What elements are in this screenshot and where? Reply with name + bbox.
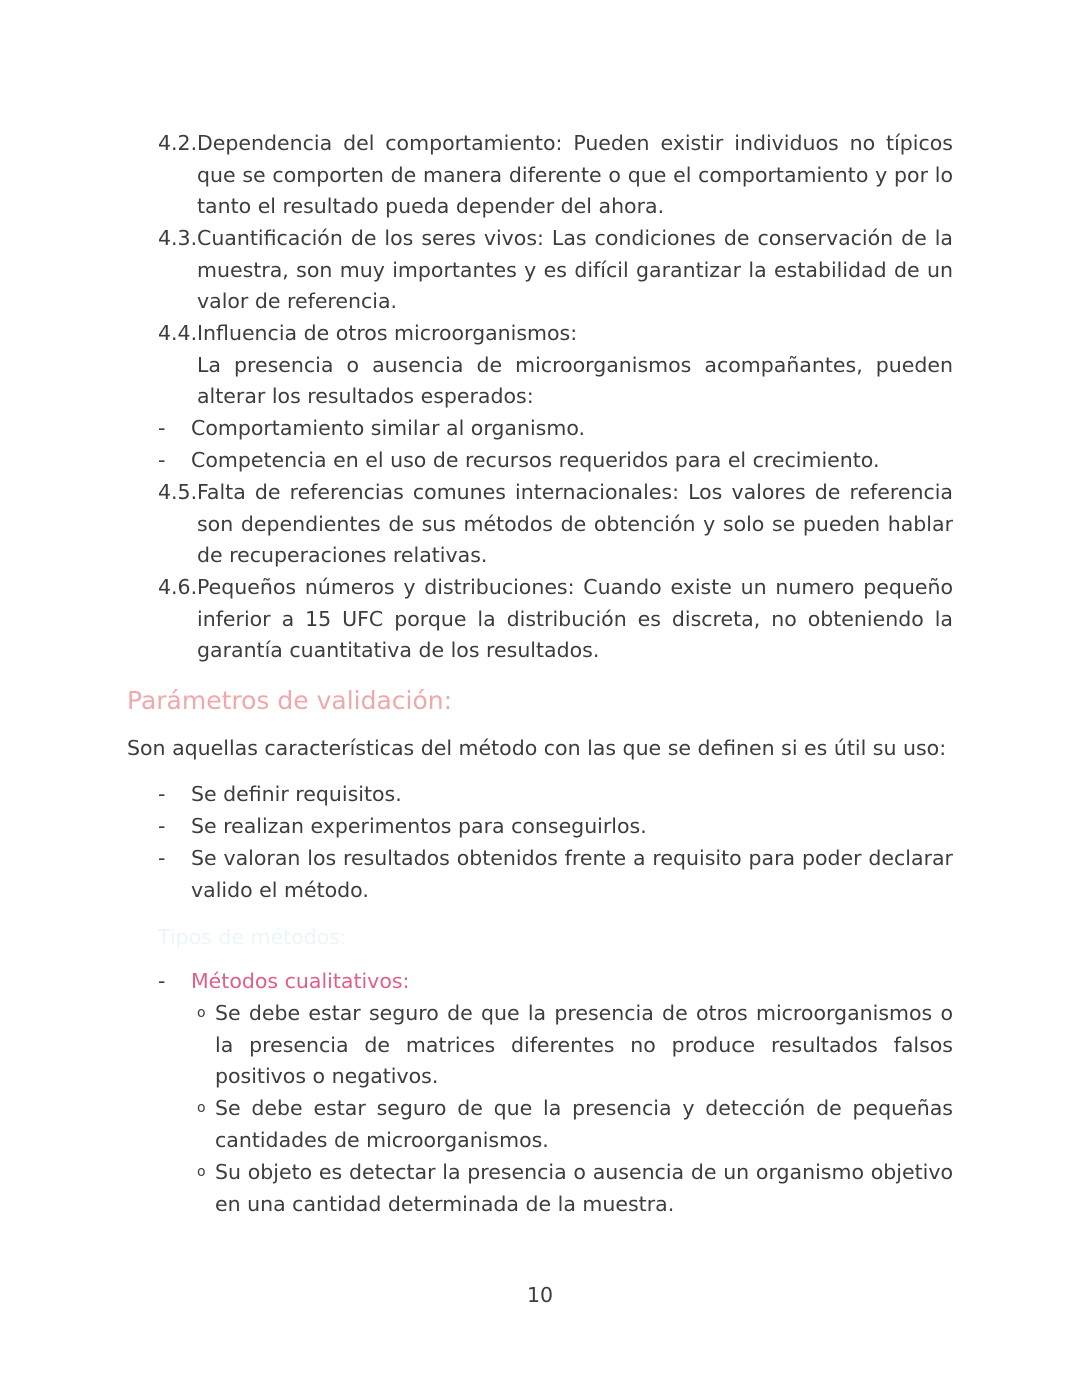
sub-list-item — [197, 998, 953, 1093]
item-text: Falta de referencias comunes internacionales: Los valores de referencia son dependientes de sus métodos de obtención y solo se pueden hablar de recuperaciones relativas. — [197, 480, 953, 568]
item-number: 4.3. — [158, 226, 198, 250]
list-item — [158, 413, 953, 445]
item-text: Pequeños números y distribuciones: Cuando existe un numero pequeño inferior a 15 UFC porque la distribución es discreta, no obteniendo la garantía cuantitativa de los resultados. — [197, 575, 953, 663]
dash-bullet: - — [158, 416, 166, 440]
numbered-item-4-2 — [158, 128, 953, 223]
item-number: 4.6. — [158, 575, 198, 599]
circle-bullet-icon: o — [197, 1100, 206, 1116]
list-item-text: Competencia en el uso de recursos requeridos para el crecimiento. — [191, 448, 880, 472]
list-item-text: Comportamiento similar al organismo. — [191, 416, 586, 440]
sub-list-item — [197, 1157, 953, 1220]
numbered-item-4-4 — [158, 318, 953, 413]
circle-bullet-icon: o — [197, 1005, 206, 1021]
sub-list-item — [197, 1093, 953, 1156]
dash-bullet: - — [158, 969, 166, 993]
section-heading: Parámetros de validación: — [127, 686, 453, 715]
item-number: 4.5. — [158, 480, 198, 504]
list-item — [158, 811, 953, 843]
dash-bullet: - — [158, 448, 166, 472]
item-number: 4.4. — [158, 321, 198, 345]
list-item — [158, 445, 953, 477]
list-item — [158, 779, 953, 811]
list-item-text: Se realizan experimentos para conseguirlos. — [191, 814, 647, 838]
item-text: Cuantificación de los seres vivos: Las condiciones de conservación de la muestra, son muy importantes y es difícil garantizar la estabilidad de un valor de referencia. — [197, 226, 953, 314]
sub-list-item-text: Su objeto es detectar la presencia o ausencia de un organismo objetivo en una cantidad determinada de la muestra. — [215, 1160, 953, 1216]
dash-bullet: - — [158, 782, 166, 806]
sub-list-item-text: Se debe estar seguro de que la presencia de otros microorganismos o la presencia de matrices diferentes no produce resultados falsos positivos o negativos. — [215, 1001, 953, 1089]
numbered-item-4-5 — [158, 477, 953, 572]
item-detail: La presencia o ausencia de microorganismos acompañantes, pueden alterar los resultados esperados: — [197, 352, 953, 409]
dash-bullet: - — [158, 846, 166, 870]
list-item-text: Se definir requisitos. — [191, 782, 402, 806]
circle-bullet-icon: o — [197, 1164, 206, 1180]
numbered-item-4-6 — [158, 572, 953, 667]
method-type-label: Métodos cualitativos: — [191, 969, 410, 993]
numbered-item-4-3 — [158, 223, 953, 318]
method-type-item — [158, 966, 953, 998]
item-text: Dependencia del comportamiento: Pueden existir individuos no típicos que se comporten de manera diferente o que el comportamiento y por lo tanto el resultado pueda depender del ahora. — [197, 131, 953, 219]
section-intro: Son aquellas características del método con las que se definen si es útil su uso: — [127, 736, 947, 760]
faint-subheading: Tipos de métodos: — [158, 925, 347, 949]
list-item — [158, 843, 953, 906]
list-item-text: Se valoran los resultados obtenidos frente a requisito para poder declarar valido el método. — [191, 846, 953, 902]
sub-list-item-text: Se debe estar seguro de que la presencia y detección de pequeñas cantidades de microorganismos. — [215, 1096, 953, 1152]
item-number: 4.2. — [158, 131, 198, 155]
item-text: Influencia de otros microorganismos: — [197, 321, 578, 345]
page-number: 10 — [526, 1283, 554, 1307]
dash-bullet: - — [158, 814, 166, 838]
